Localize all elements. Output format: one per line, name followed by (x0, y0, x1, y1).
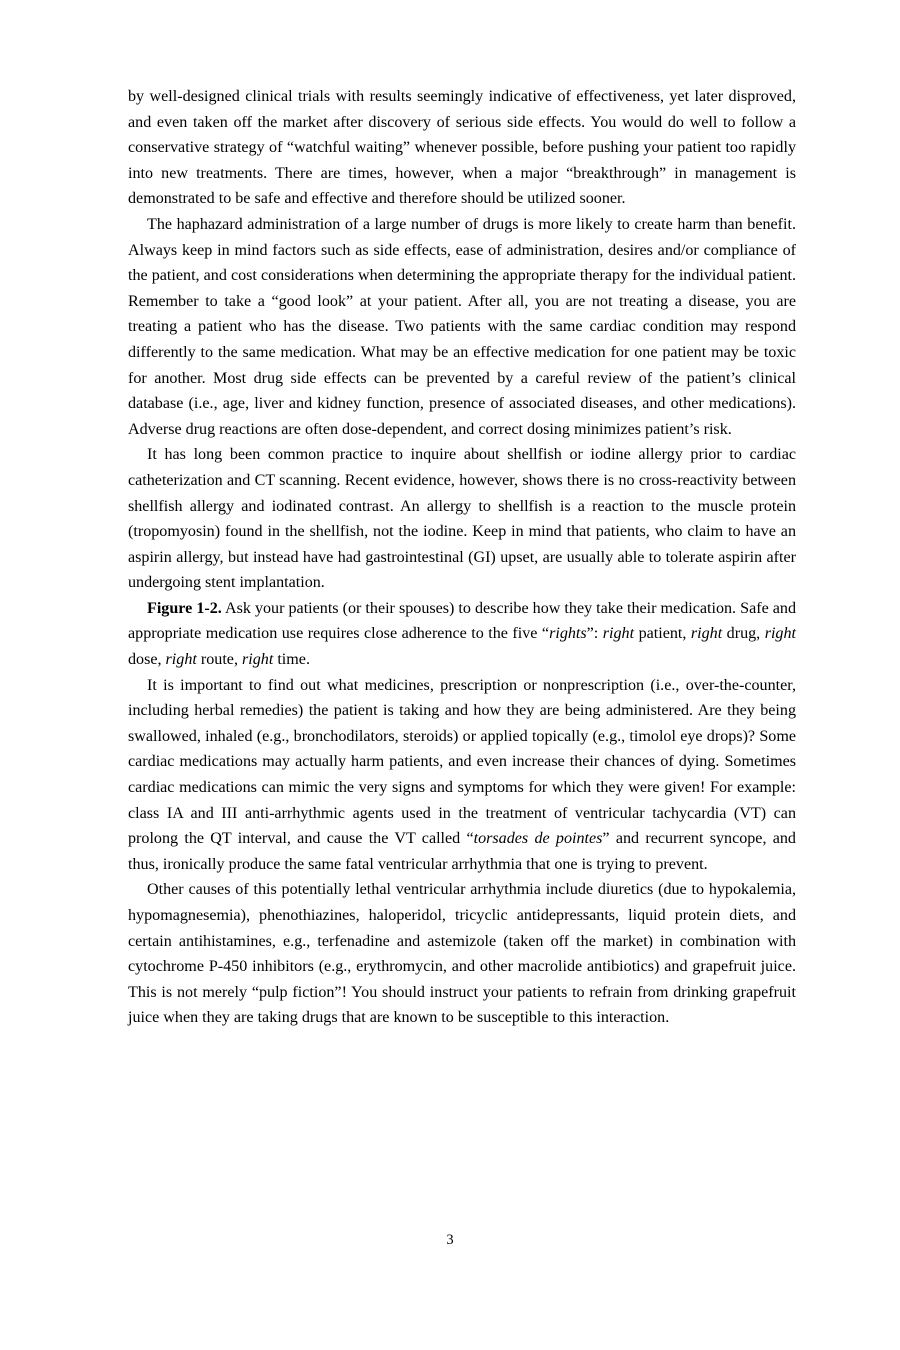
figure-text-after-rights: ”: (586, 625, 603, 643)
right-item-1: patient, (634, 625, 691, 643)
right-1: right (602, 625, 635, 643)
figure-rights-word: rights (549, 625, 587, 643)
right-5: right (242, 651, 274, 669)
torsades-phrase: torsades de pointes (473, 830, 603, 848)
right-item-3: dose, (128, 651, 166, 669)
right-item-2: drug, (722, 625, 765, 643)
paragraph-haphazard-administration: The haphazard administration of a large number of drugs is more likely to create harm than benefit. Always keep in mind factors such as side effects, ease of administration, desires and/or compliance of the patient, and cost considerations when determining the appropriate therapy for the individual patient. Remember to take a “good look” at your patient. After all, you are not treating a disease, you are treating a patient who has the disease. Two patients with the same cardiac condition may respond differently to the same medication. What may be an effective medication for one patient may be toxic for another. Most drug side effects can be prevented by a careful review of the patient’s clinical database (i.e., age, liver and kidney function, presence of associated diseases, and other medications). Adverse drug reactions are often dose-dependent, and correct dosing minimizes patient’s risk. (128, 215, 796, 438)
figure-text-intro: Ask your patients (or their spouses) to describe how they take their medication. Safe and appropriate medication use requires close adherence to the five “ (128, 599, 797, 643)
paragraph-continuation: by well-designed clinical trials with results seemingly indicative of effectiveness, yet later disproved, and even taken off the market after discovery of serious side effects. You would do well to follow a conservative strategy of “watchful waiting” whenever possible, before pushing your patient too rapidly into new treatments. There are times, however, when a major “breakthrough” in management is demonstrated to be safe and effective and therefore should be utilized sooner. (128, 88, 796, 208)
right-4: right (165, 651, 197, 669)
paragraph-figure-caption (128, 596, 796, 673)
right-3: right (764, 625, 796, 643)
right-item-4: route, (196, 651, 242, 669)
figure-label: Figure 1-2. (147, 599, 222, 617)
paragraph-medication-history-text: It is important to find out what medicines, prescription or nonprescription (i.e., over-the-counter, including herbal remedies) the patient is taking and how they are being administered. Are they being swallowed, inhaled (e.g., bronchodilators, steroids) or applied topically (e.g., timolol eye drops)? Some cardiac medications may actually harm patients, and even increase their chances of dying. Sometimes cardiac medications can mimic the very signs and symptoms for which they were given! For example: class IA and III anti-arrhythmic agents used in the treatment of ventricular tachycardia (VT) can prolong the QT interval, and cause the VT called “ (128, 676, 796, 848)
page-body (128, 84, 796, 1031)
paragraph-other-causes: Other causes of this potentially lethal ventricular arrhythmia include diuretics (due to hypokalemia, hypomagnesemia), phenothiazines, haloperidol, tricyclic antidepressants, liquid protein diets, and certain antihistamines, e.g., terfenadine and astemizole (taken off the market) in combination with cytochrome P-450 inhibitors (e.g., erythromycin, and other macrolide antibiotics) and grapefruit juice. This is not merely “pulp fiction”! You should instruct your patients to refrain from drinking grapefruit juice when they are taking drugs that are known to be susceptible to this interaction. (128, 881, 796, 1027)
torsades-text-after: ” and recurrent syncope, and thus, ironically produce the same fatal ventricular arrhythmia that one is trying to prevent. (128, 830, 796, 873)
right-item-5: time. (273, 651, 310, 669)
paragraph-medication-history (128, 673, 796, 878)
page-number: 3 (446, 1232, 454, 1248)
right-2: right (690, 625, 723, 643)
paragraph-shellfish-allergy: It has long been common practice to inquire about shellfish or iodine allergy prior to cardiac catheterization and CT scanning. Recent evidence, however, shows there is no cross-reactivity between shellfish allergy and iodinated contrast. An allergy to shellfish is a reaction to the muscle protein (tropomyosin) found in the shellfish, not the iodine. Keep in mind that patients, who claim to have an aspirin allergy, but instead have had gastrointestinal (GI) upset, are usually able to tolerate aspirin after undergoing stent implantation. (128, 446, 796, 592)
